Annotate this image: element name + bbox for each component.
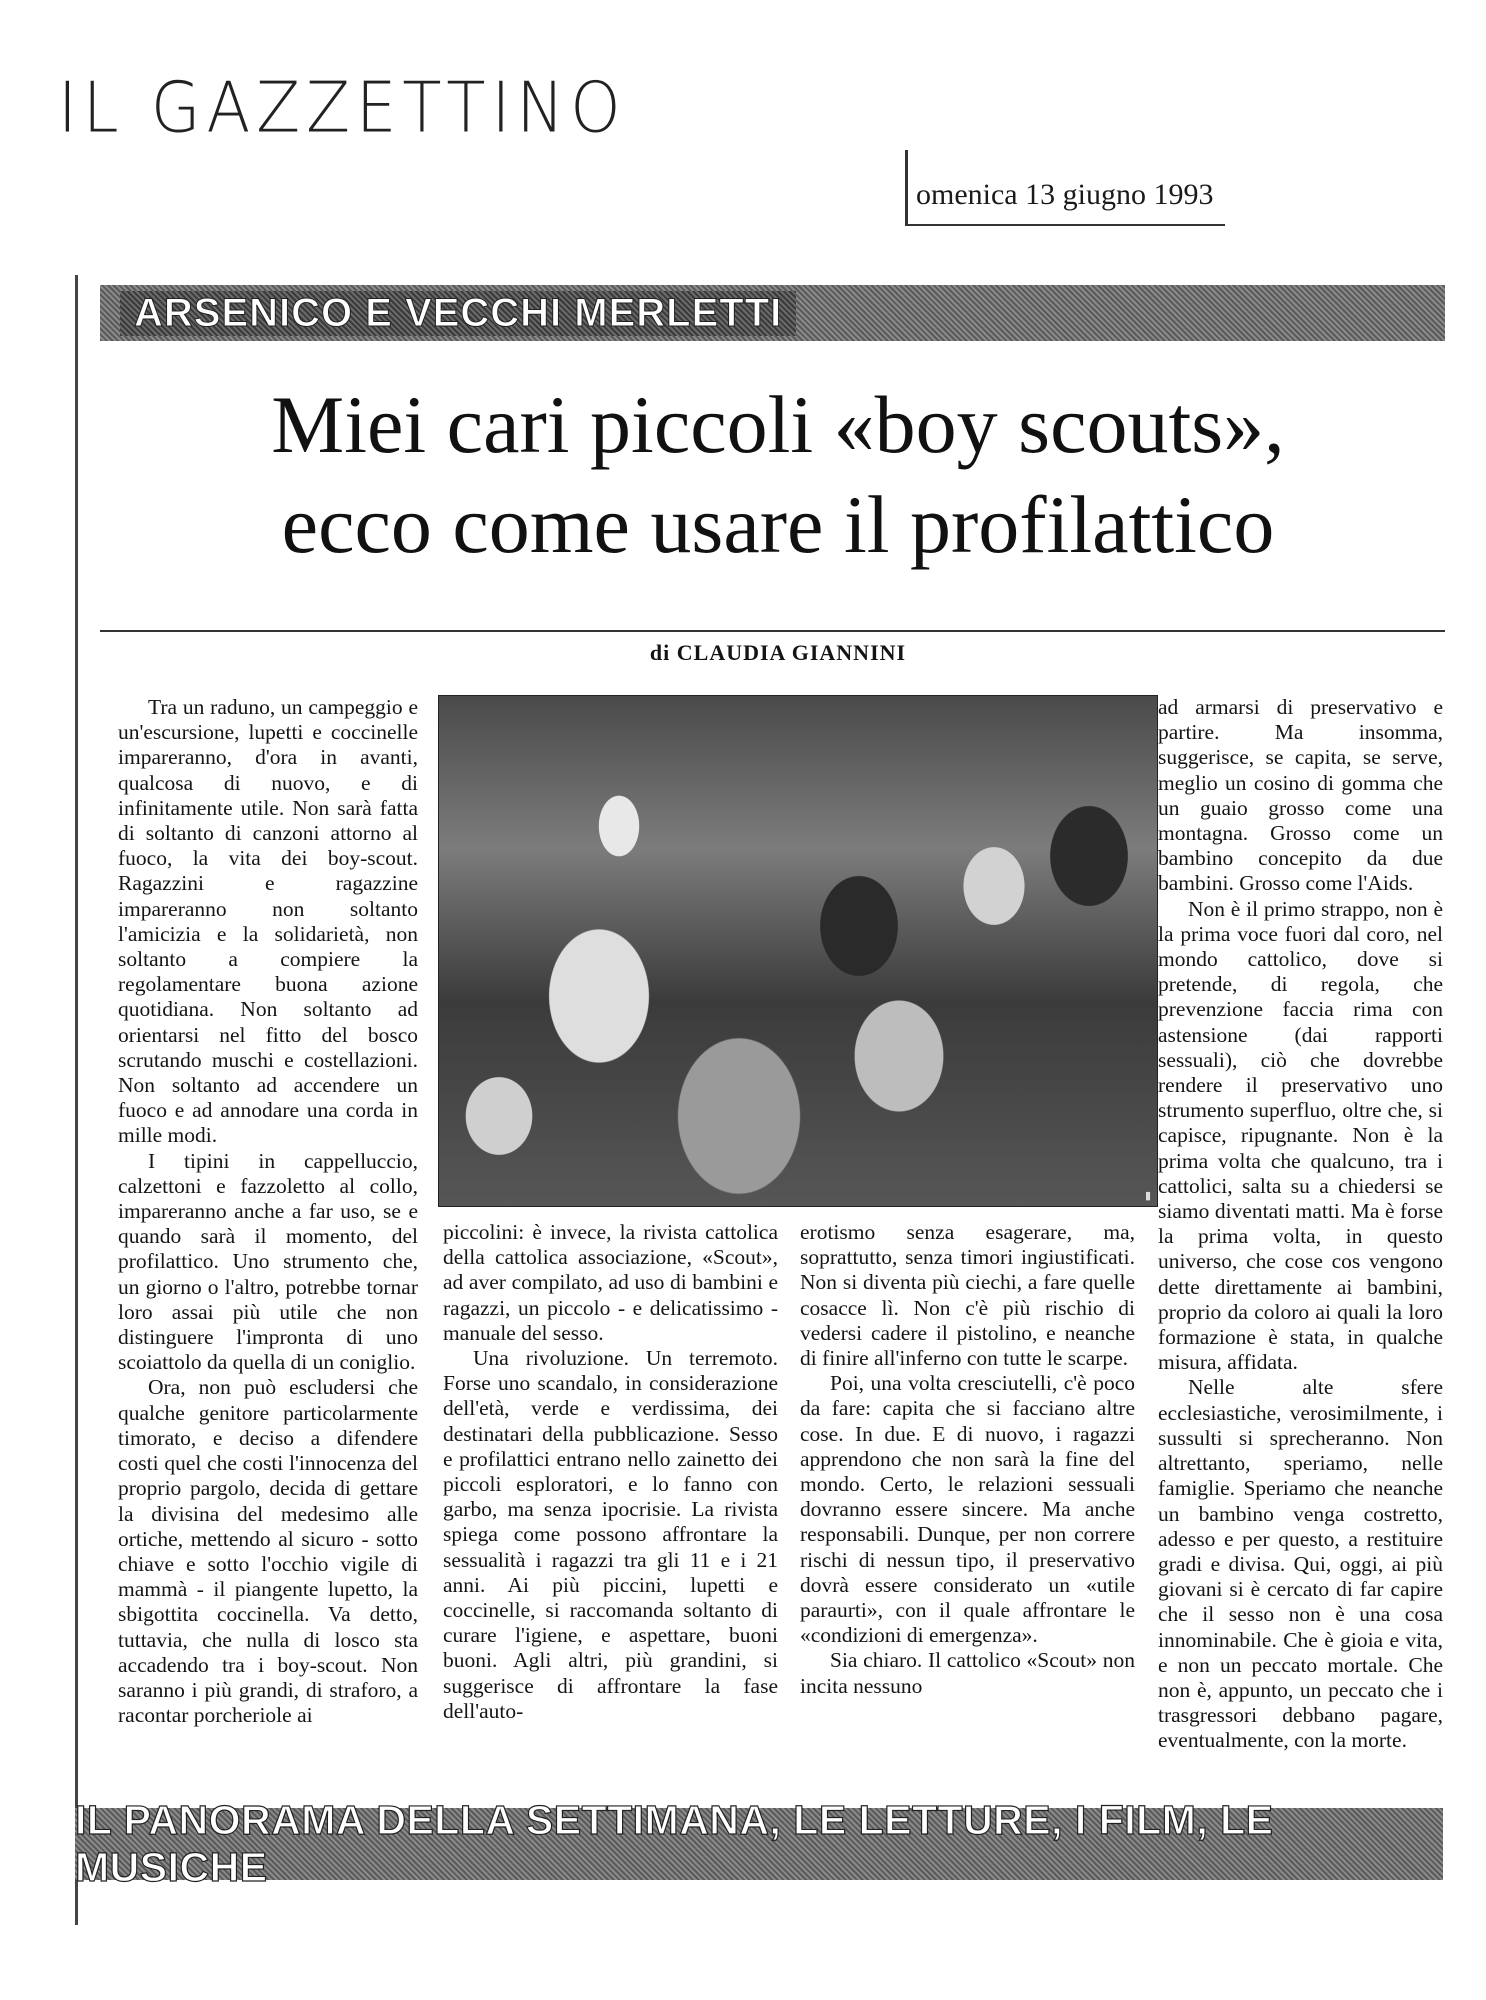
- text-column-1: [118, 695, 418, 1728]
- paragraph: Nelle alte sfere ecclesiastiche, verosimilmente, i sussulti si sprecheranno. Non altrettanto, speriamo, nelle famiglie. Speriamo che neanche un bambino venga costretto, adesso e per questo, a restituire gradi e divisa. Qui, oggi, ai più giovani si è cercato di far capire che il sesso non è una cosa innominabile. Che è gioia e vita, e non un peccato mortale. Che non è, appunto, un peccato che i trasgressori debbano pagare, eventualmente, con la morte.: [1158, 1375, 1443, 1753]
- article-clipping: [75, 275, 1453, 1925]
- paragraph: Tra un raduno, un campeggio e un'escursione, lupetti e coccinelle impareranno, d'ora in avanti, qualcosa di nuovo, e di infinitamente utile. Non sarà fatta di soltanto di canzoni attorno al fuoco, la vita dei boy-scout. Ragazzini e ragazzine impareranno non soltanto l'amicizia e la solidarietà, non soltanto a compiere la regolamentare buona azione quotidiana. Non soltanto ad orientarsi nel fitto del bosco scrutando muschi e costellazioni. Non soltanto ad accendere un fuoco e ad annodare una corda in mille modi.: [118, 695, 418, 1148]
- photo-mark: ▮: [1144, 1190, 1151, 1202]
- headline: [118, 375, 1438, 575]
- text-column-3: [800, 1220, 1135, 1699]
- date-text: omenica 13 giugno 1993: [916, 178, 1214, 211]
- paragraph: Poi, una volta cresciutelli, c'è poco da fare: capita che si facciano altre cose. In due. E di nuovo, i ragazzi apprendono che non sarà la fine del mondo. Certo, le relazioni sessuali dovranno essere sincere. Ma anche responsabili. Dunque, per non correre rischi di nessun tipo, il preservativo dovrà essere considerato un «utile paraurti», con il quale affrontare le «condizioni di emergenza».: [800, 1371, 1135, 1648]
- paragraph: Sia chiaro. Il cattolico «Scout» non incita nessuno: [800, 1648, 1135, 1698]
- section-title: ARSENICO E VECCHI MERLETTI: [120, 291, 796, 336]
- text-column-4: [1158, 695, 1443, 1754]
- paragraph: Ora, non può escludersi che qualche genitore particolarmente timorato, e deciso a difendere costi quel che costi l'innocenza del proprio pargolo, decida di gettare la divisina del medesimo alle ortiche, mettendo al sicuro - sotto chiave e sotto l'occhio vigile di mammà - il piangente lupetto, la sbigottita coccinella. Va detto, tuttavia, che nulla di losco sta accadendo tra i boy-scout. Non saranno i più grandi, di straforo, a racontar porcheriole ai: [118, 1375, 418, 1728]
- headline-line-2: ecco come usare il profilattico: [281, 479, 1275, 570]
- bottom-banner: [75, 1797, 1443, 1890]
- paragraph: Non è il primo strappo, non è la prima voce fuori dal coro, nel mondo cattolico, dove si pretende, di regola, che prevenzione faccia rima con astensione (dai rapporti sessuali), ciò che dovrebbe rendere il preservativo uno strumento superfluo, oltre che, si capisce, ripugnante. Non è la prima volta che qualcuno, tra i cattolici, salta su a chiedersi se siamo diventati matti. Ma è forse la prima volta, in questo universo, che cose cos vengono dette direttamente ai bambini, proprio da coloro ai quali la loro formazione è stata, in qualche misura, affidata.: [1158, 896, 1443, 1375]
- paragraph: erotismo senza esagerare, ma, soprattutto, senza timori ingiustificati. Non si diventa più ciechi, a fare quelle cosacce lì. Non c'è più rischio di vedersi cadere il pistolino, e neanche di finire all'inferno con tutte le scarpe.: [800, 1220, 1135, 1371]
- byline: di CLAUDIA GIANNINI: [649, 640, 907, 665]
- paragraph: Una rivoluzione. Un terremoto. Forse uno scandalo, in considerazione dell'età, verde e verdissima, dei destinatari della pubblicazione. Sesso e profilattici entrano nello zainetto dei piccoli esploratori, e lo fanno con garbo, ma senza ipocrisie. La rivista spiega come possono affrontare la sessualità i ragazzi tra gli 11 e i 21 anni. Ai più piccini, lupetti e coccinelle, si raccomanda soltanto di curare l'igiene, e aspettare, buoni buoni. Agli altri, più grandini, si suggerisce di affrontare la fase dell'auto-: [443, 1346, 778, 1723]
- scouts-photo: [438, 695, 1158, 1207]
- section-banner: [100, 285, 1445, 341]
- bottom-banner-text: IL PANORAMA DELLA SETTIMANA, LE LETTURE, I FILM, LE MUSICHE: [75, 1797, 1274, 1890]
- headline-line-1: Miei cari piccoli «boy scouts»,: [271, 379, 1285, 470]
- byline-rule: [100, 630, 1445, 632]
- paragraph: I tipini in cappelluccio, calzettoni e fazzoletto al collo, impareranno anche a far uso, se e quando sarà il momento, del profilattico. Uno strumento che, un giorno o l'altro, potrebbe tornar loro assai più utile che non distinguere l'impronta di uno scoiattolo da quella di un coniglio.: [118, 1148, 418, 1375]
- handwritten-newspaper-title: IL GAZZETTINO: [58, 69, 627, 149]
- paragraph: piccolini: è invece, la rivista cattolica della cattolica associazione, «Scout», ad aver compilato, ad uso di bambini e ragazzi, un piccolo - e delicatissimo - manuale del sesso.: [443, 1220, 778, 1345]
- text-column-2: [443, 1220, 778, 1724]
- dateline: [905, 150, 1225, 226]
- paragraph: ad armarsi di preservativo e partire. Ma insomma, suggerisce, se capita, se serve, meglio un cosino di gomma che un guaio grosso come una montagna. Grosso come un bambino concepito da due bambini. Grosso come l'Aids.: [1158, 695, 1443, 896]
